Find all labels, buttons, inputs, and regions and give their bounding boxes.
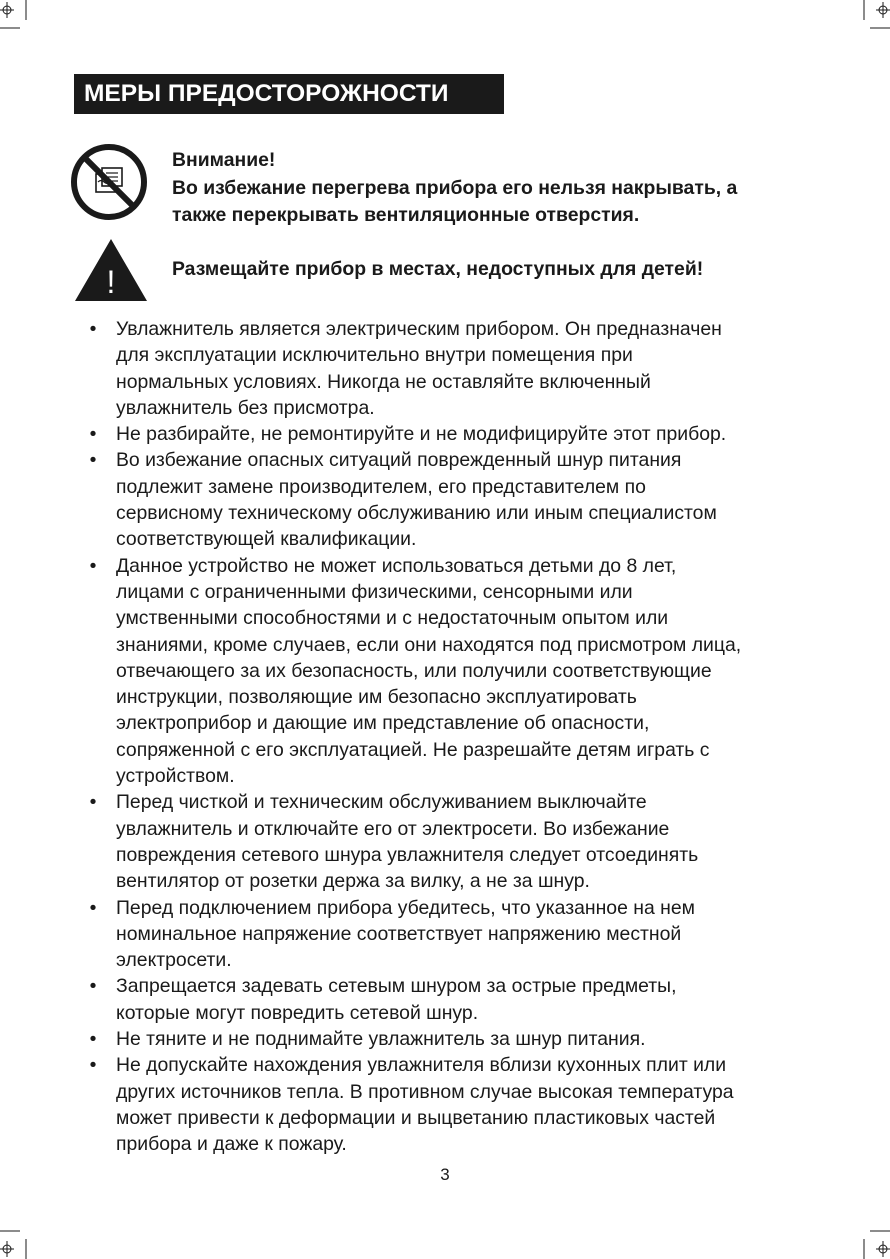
overheat-warning — [172, 147, 852, 230]
children-warning: Размещайте прибор в местах, недоступных для детей! — [172, 258, 704, 280]
precautions-list — [80, 316, 840, 1158]
bullet-icon: • — [89, 896, 97, 919]
list-item — [80, 895, 840, 974]
registration-mark-icon — [860, 1229, 890, 1259]
list-item-line: соответствующей квалификации. — [116, 528, 417, 551]
list-item-line: Данное устройство не может использоваться детьми до 8 лет, — [116, 554, 677, 577]
exclamation-symbol: ! — [106, 264, 116, 300]
page-title: МЕРЫ ПРЕДОСТОРОЖНОСТИ — [74, 74, 504, 114]
list-item-line: вентилятор от розетки держа за вилку, а не за шнур. — [116, 870, 590, 893]
list-item-line: сервисному техническому обслуживанию или иным специалистом — [116, 502, 717, 525]
list-item-line: увлажнитель и отключайте его от электросети. Во избежание — [116, 817, 670, 840]
no-cover-icon — [70, 143, 148, 221]
list-item-line: подлежит замене производителем, его представителем по — [116, 475, 646, 498]
bullet-icon: • — [89, 449, 97, 472]
bullet-icon: • — [89, 1054, 97, 1077]
list-item-line: других источников тепла. В противном случае высокая температура — [116, 1080, 734, 1103]
list-item — [80, 421, 840, 447]
registration-mark-icon — [0, 0, 30, 30]
bullet-icon: • — [89, 423, 97, 446]
list-item-line: повреждения сетевого шнура увлажнителя следует отсоединять — [116, 843, 699, 866]
list-item — [80, 1052, 840, 1157]
list-item — [80, 316, 840, 421]
warning-heading: Внимание! — [172, 149, 276, 171]
list-item-line: устройством. — [116, 765, 235, 788]
list-item — [80, 447, 840, 552]
list-item-line: сопряженной с его эксплуатацией. Не разрешайте детям играть с — [116, 738, 710, 761]
warning-line: также перекрывать вентиляционные отверстия. — [172, 204, 640, 226]
list-item-line: Во избежание опасных ситуаций поврежденный шнур питания — [116, 449, 682, 472]
list-item — [80, 973, 840, 1026]
list-item-line: которые могут повредить сетевой шнур. — [116, 1001, 479, 1024]
list-item-line: умственными способностями и с недостаточным опытом или — [116, 607, 669, 630]
bullet-icon: • — [89, 975, 97, 998]
bullet-icon: • — [89, 318, 97, 340]
list-item-line: нормальных условиях. Никогда не оставляйте включенный — [116, 370, 651, 393]
registration-mark-icon — [860, 0, 890, 30]
list-item-line: знаниями, кроме случаев, если они находятся под присмотром лица, — [116, 633, 742, 656]
list-item-line: инструкции, позволяющие им безопасно эксплуатировать — [116, 686, 637, 709]
list-item-line: увлажнитель без присмотра. — [116, 396, 375, 419]
exclamation-triangle-icon — [74, 238, 148, 302]
list-item-line: Не разбирайте, не ремонтируйте и не модифицируйте этот прибор. — [116, 423, 727, 446]
list-item-line: лицами с ограниченными физическими, сенсорными или — [116, 580, 633, 603]
bullet-icon: • — [89, 554, 97, 577]
list-item-line: электроприбор и дающие им представление об опасности, — [116, 712, 650, 735]
list-item-line: номинальное напряжение соответствует напряжению местной — [116, 922, 682, 945]
registration-mark-icon — [0, 1229, 30, 1259]
list-item — [80, 789, 840, 894]
list-item-line: может привести к деформации и выцветанию пластиковых частей — [116, 1106, 716, 1129]
list-item-line: Не допускайте нахождения увлажнителя вблизи кухонных плит или — [116, 1054, 727, 1077]
list-item-line: отвечающего за их безопасность, или получили соответствующие — [116, 659, 712, 682]
list-item — [80, 553, 840, 790]
list-item — [80, 1026, 840, 1052]
bullet-icon: • — [89, 791, 97, 814]
list-item-line: Перед подключением прибора убедитесь, что указанное на нем — [116, 896, 695, 919]
list-item-line: электросети. — [116, 949, 232, 972]
list-item-line: Не тяните и не поднимайте увлажнитель за шнур питания. — [116, 1028, 646, 1051]
page-number: 3 — [440, 1165, 450, 1184]
list-item-line: Увлажнитель является электрическим прибором. Он предназначен — [116, 318, 722, 340]
list-item-line: прибора и даже к пожару. — [116, 1133, 347, 1156]
list-item-line: для эксплуатации исключительно внутри помещения при — [116, 344, 633, 367]
bullet-icon: • — [89, 1028, 97, 1051]
list-item-line: Запрещается задевать сетевым шнуром за острые предметы, — [116, 975, 677, 998]
warning-line: Во избежание перегрева прибора его нельзя накрывать, а — [172, 176, 738, 199]
list-item-line: Перед чисткой и техническим обслуживанием выключайте — [116, 791, 647, 814]
